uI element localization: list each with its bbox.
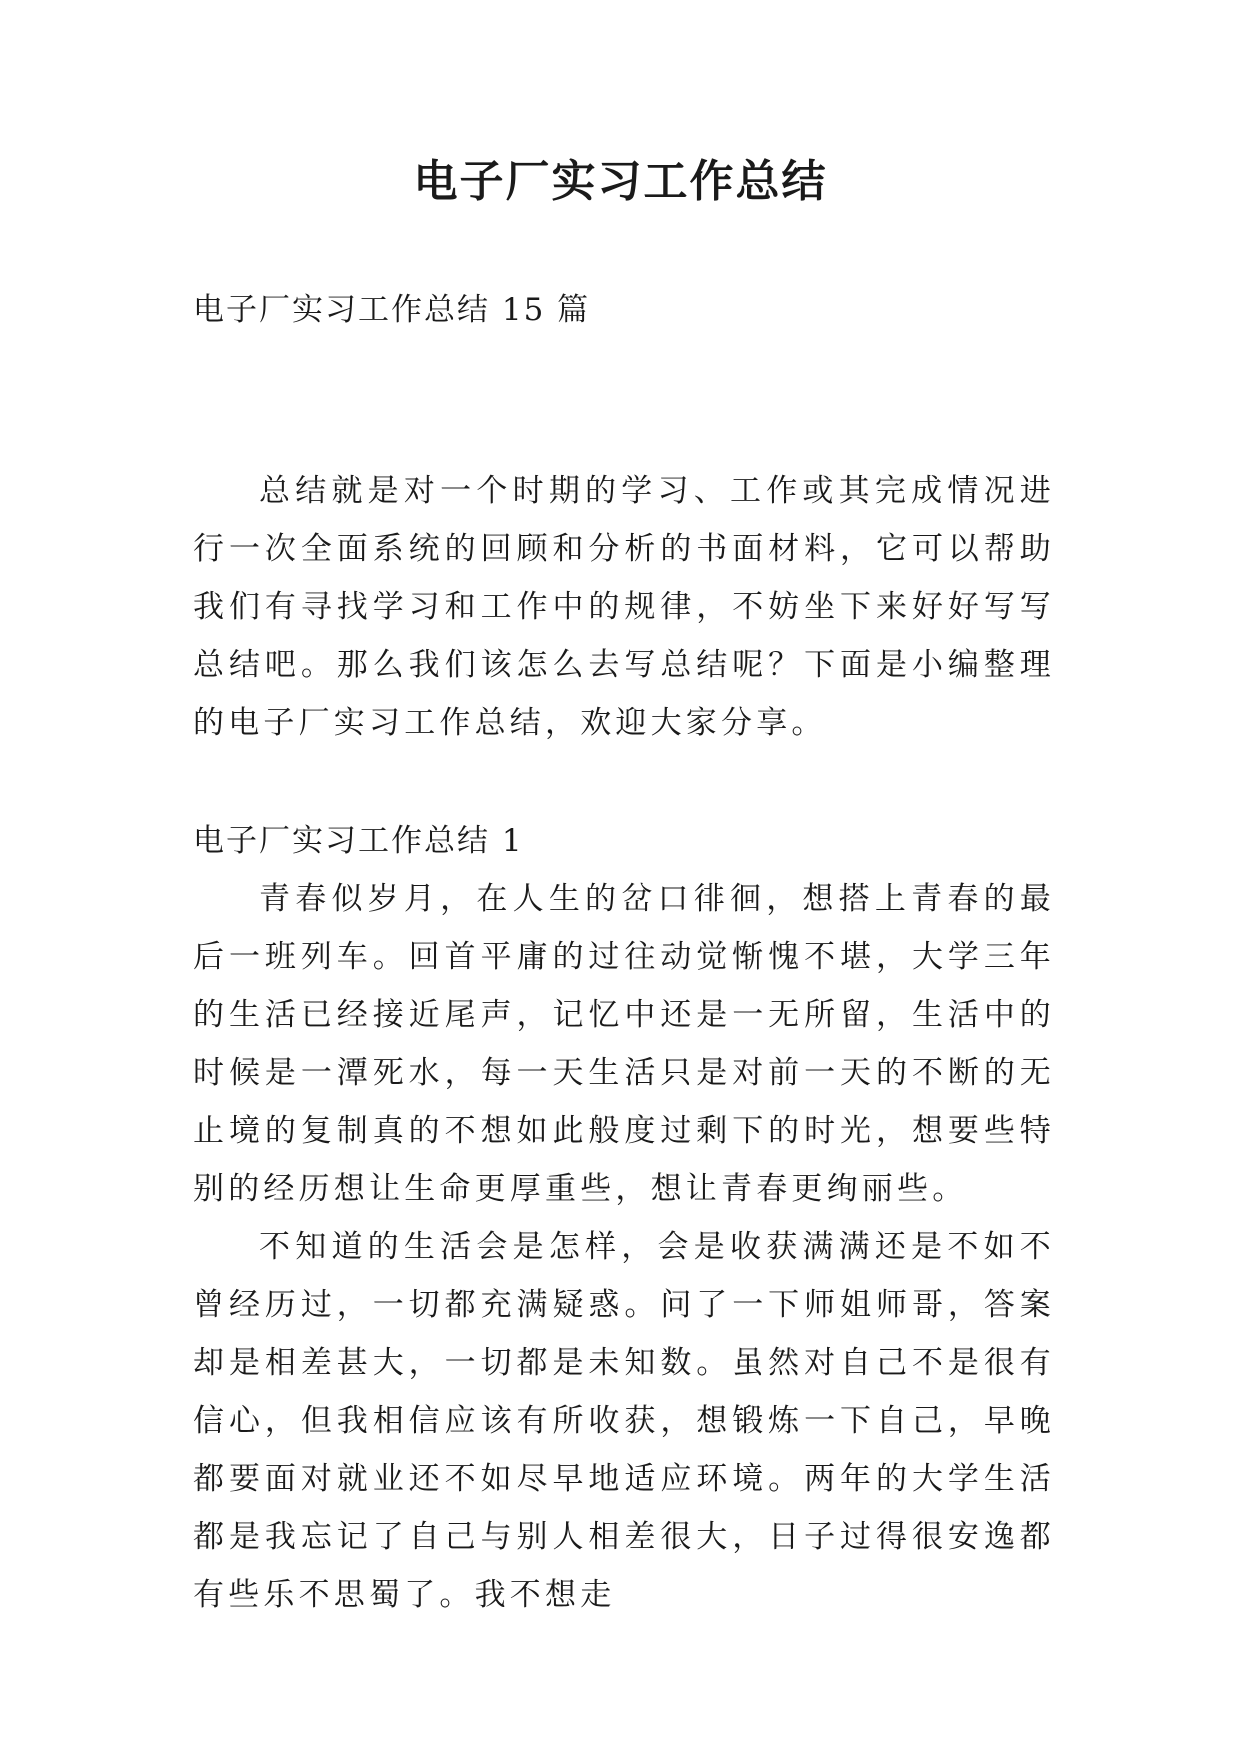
section-paragraph: 青春似岁月，在人生的岔口徘徊，想搭上青春的最后一班列车。回首平庸的过往动觉惭愧不堪，大学三年的生活已经接近尾声，记忆中还是一无所留，生活中的时候是一潭死水，每一天生活只是对前一天的不断的无止境的复制真的不想如此般度过剩下的时光，想要些特别的经历想让生命更厚重些，想让青春更绚丽些。: [193, 881, 1055, 1207]
intro-paragraph: 总结就是对一个时期的学习、工作或其完成情况进行一次全面系统的回顾和分析的书面材料，它可以帮助我们有寻找学习和工作中的规律，不妨坐下来好好写写总结吧。那么我们该怎么去写总结呢？下面是小编整理的电子厂实习工作总结，欢迎大家分享。: [193, 473, 1055, 741]
section-heading: 电子厂实习工作总结 1: [193, 823, 524, 859]
section-paragraph: 不知道的生活会是怎样，会是收获满满还是不如不曾经历过，一切都充满疑惑。问了一下师姐师哥，答案却是相差甚大，一切都是未知数。虽然对自己不是很有信心，但我相信应该有所收获，想锻炼一下自己，早晚都要面对就业还不如尽早地适应环境。两年的大学生活都是我忘记了自己与别人相差很大，日子过得很安逸都有些乐不思蜀了。我不想走: [193, 1229, 1055, 1613]
document-subtitle: 电子厂实习工作总结 15 篇: [193, 292, 591, 328]
document-title: 电子厂实习工作总结: [413, 156, 828, 207]
